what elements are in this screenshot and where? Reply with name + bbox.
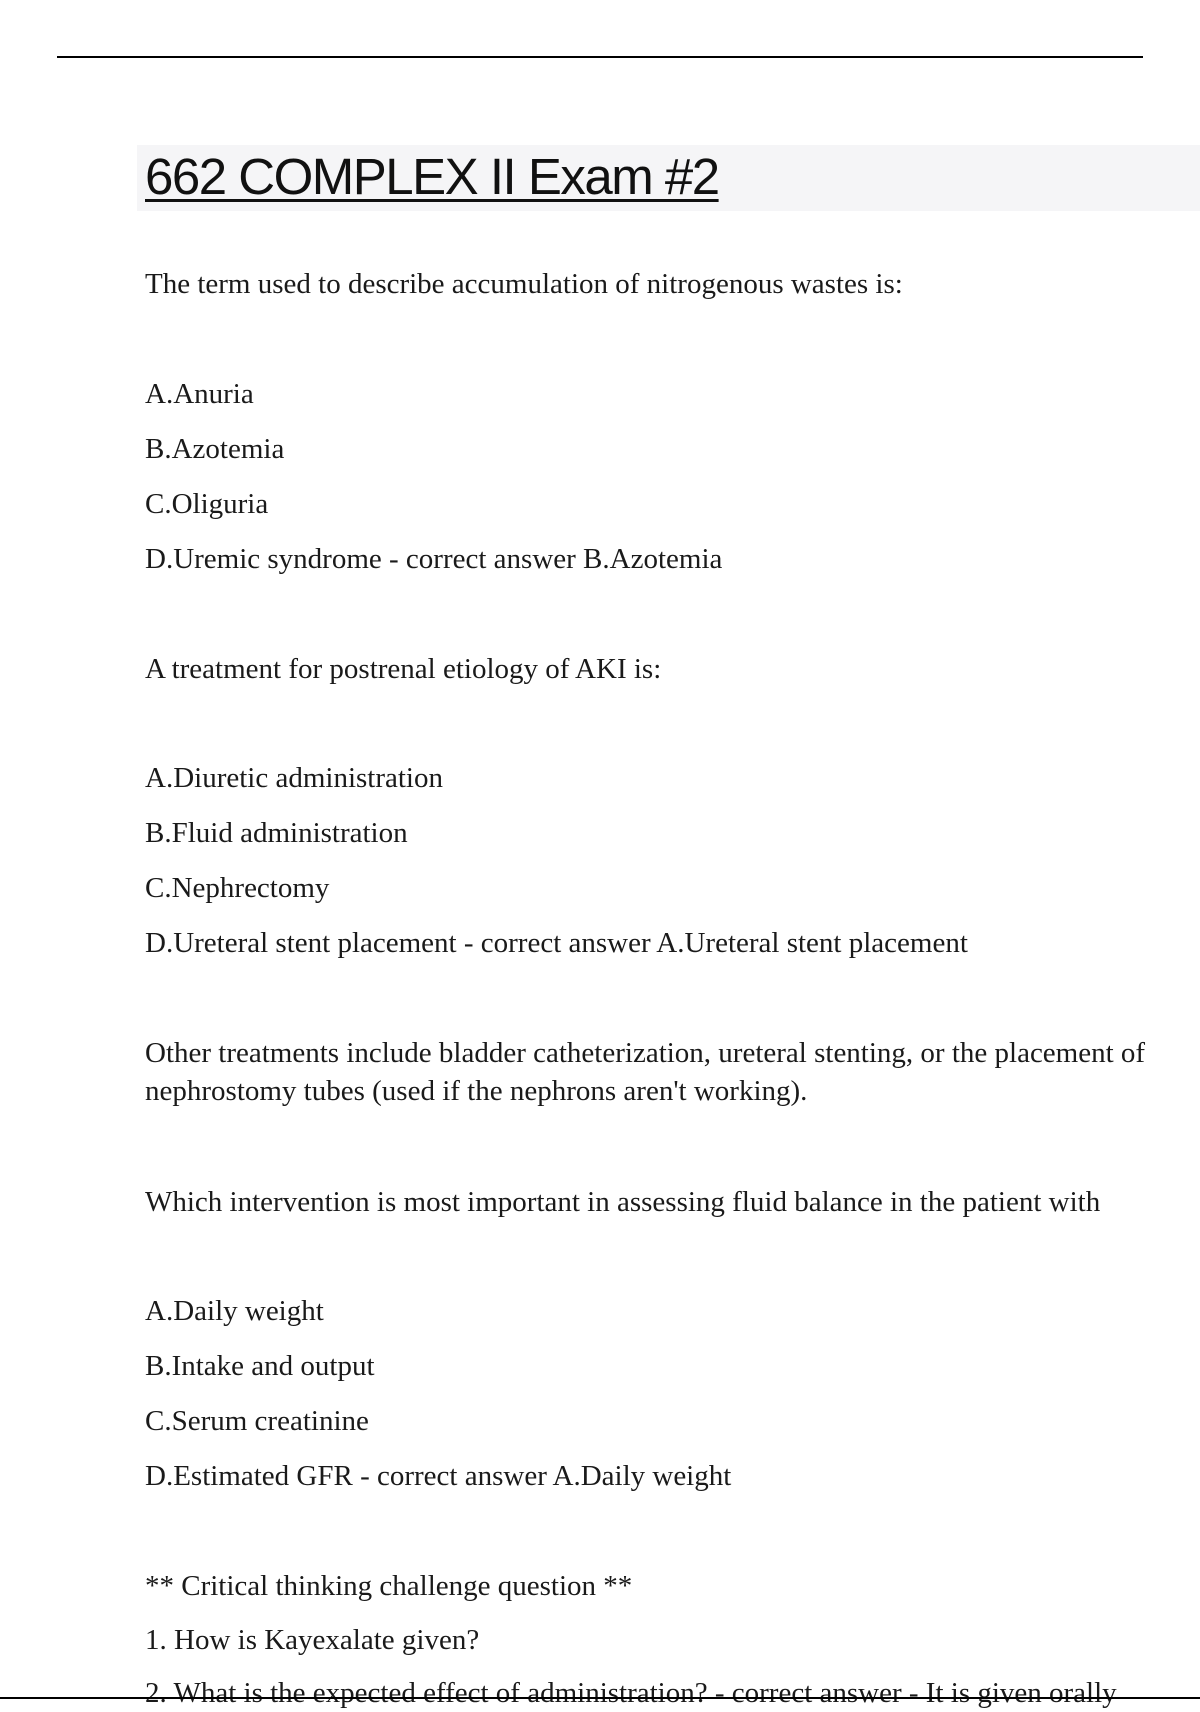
- question-1-option-a: A.Anuria: [145, 378, 254, 410]
- explanation-line: Other treatments include bladder catheterization, ureteral stenting, or the placement of: [145, 1037, 1146, 1069]
- question-1-stem: The term used to describe accumulation of nitrogenous wastes is:: [145, 268, 903, 300]
- challenge-item-1: 1. How is Kayexalate given?: [145, 1624, 480, 1656]
- question-3-option-d-answer: D.Estimated GFR - correct answer A.Daily weight: [145, 1460, 732, 1492]
- question-3-option-a: A.Daily weight: [145, 1295, 324, 1327]
- question-2-option-a: A.Diuretic administration: [145, 762, 443, 794]
- question-2-option-b: B.Fluid administration: [145, 817, 408, 849]
- question-1-option-d-answer: D.Uremic syndrome - correct answer B.Azotemia: [145, 543, 723, 575]
- question-2-option-d-answer: D.Ureteral stent placement - correct answer A.Ureteral stent placement: [145, 927, 968, 959]
- question-3-option-b: B.Intake and output: [145, 1350, 375, 1382]
- top-rule: [57, 56, 1143, 58]
- question-2-option-c: C.Nephrectomy: [145, 872, 330, 904]
- question-1-option-b: B.Azotemia: [145, 433, 285, 465]
- bottom-rule: [0, 1697, 1200, 1699]
- challenge-heading: ** Critical thinking challenge question **: [145, 1570, 633, 1602]
- challenge-item-2: 2. What is the expected effect of administration? - correct answer - It is given orally: [145, 1677, 1117, 1709]
- page-title: 662 COMPLEX II Exam #2: [145, 148, 719, 205]
- explanation-line: nephrostomy tubes (used if the nephrons aren't working).: [145, 1075, 808, 1107]
- question-3-option-c: C.Serum creatinine: [145, 1405, 369, 1437]
- question-2-stem: A treatment for postrenal etiology of AKI is:: [145, 653, 662, 685]
- question-2-explanation: [145, 1034, 1200, 1110]
- question-1-option-c: C.Oliguria: [145, 488, 269, 520]
- question-3-stem: Which intervention is most important in assessing fluid balance in the patient with: [145, 1186, 1101, 1218]
